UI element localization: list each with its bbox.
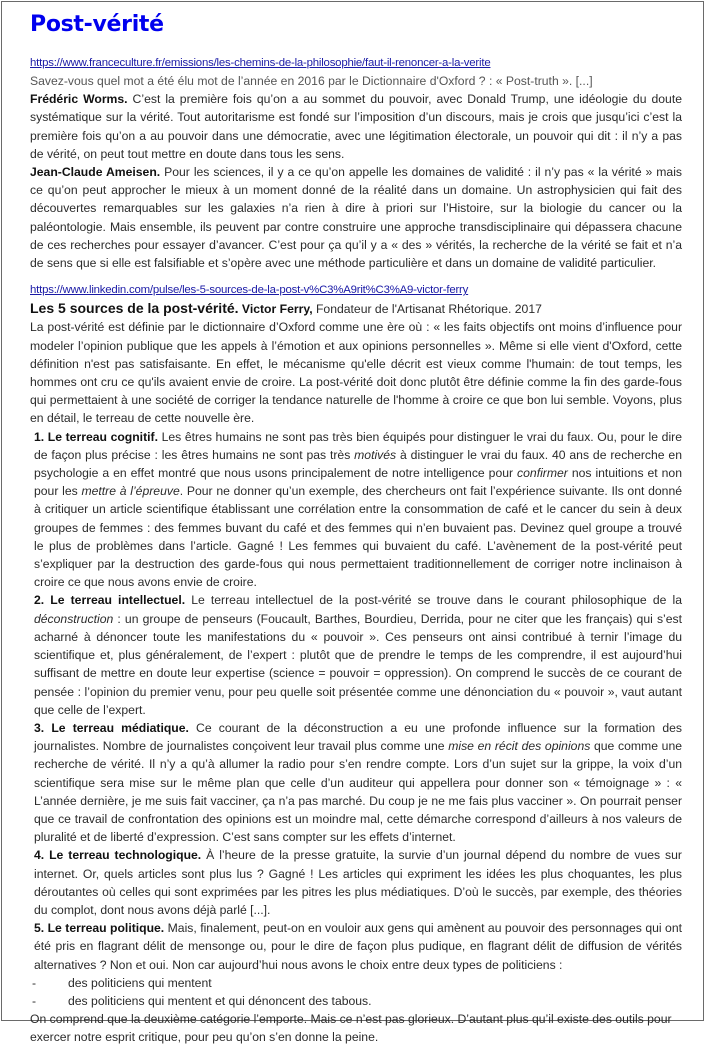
text-segment: à distinguer le vrai du faux. 40 ans de recherche en psychologie a en effet montré que nous usons principalement de notre intelligence pour — [34, 447, 682, 481]
page-title: Post-vérité — [30, 12, 164, 37]
source-label: 2. Le terreau intellectuel. — [34, 593, 186, 608]
source-item-politique — [30, 919, 682, 974]
quote-text: Pour les sciences, il y a ce qu’on appelle les domaines de validité : il n’y pas « la vérité » mais ce qu’on peut approcher le mieux à un moment donné de la réalité dans un domaine. Un astrophysicien qui fait des découvertes remarquables sur les galaxies n’a rien à dire à priori sur l’Histoire, sur la biologie du cancer ou la paléontologie. Mais ensemble, ils peuvent par contre construire une approche transdisciplinaire qui dépassera chacune de ces recherches pour essayer d’avancer. C’est pour ça qu’il y a « des » vérités, la recherche de la vérité se fait et n’a de sens que si elle est falsifiable et s’opère avec une méthode particulière et dans un domaine de validité particulier. — [30, 165, 683, 271]
text-segment: Les êtres humains ne sont pas très bien équipés pour distinguer le vrai du faux. Ou, pour le dire de façon plus précise : les êtres humains ne sont pas très — [34, 429, 682, 462]
text-segment: Mais, finalement, peut-on en vouloir aux gens qui amènent au pouvoir des personnages qui ont été pris en flagrant délit de mensonge ou, pour le dire de façon plus pudique, en flagrant délit de diffusion de vérités alternatives ? Non et oui. Non car aujourd’hui nous avons le choix entre deux types de politiciens : — [34, 921, 682, 972]
list-item — [30, 974, 682, 992]
quote-ameisen — [30, 163, 682, 272]
article-intro: La post-vérité est définie par le dictionnaire d’Oxford comme une ère où : « les faits objectifs ont moins d’influence pour modeler l’opinion publique que les appels à l’émotion et aux opinions personnelles ». Même si elle vient d'Oxford, cette définition n'est pas satisfaisante. En effet, le mécanisme qu'elle décrit est vieux comme l'humain: de tout temps, les hommes ont cru ce qu'ils avaient envie de croire. La post-vérité doit donc plutôt être définie comme la fin des garde-fous qui permettaient à une société de corriger la tendance naturelle de l'homme à croire ce que bon lui semble. Voyons, plus en détail, le terreau de cette nouvelle ère. — [30, 320, 682, 426]
spacer — [30, 272, 682, 282]
document-content — [30, 10, 682, 1047]
speaker-name: Jean-Claude Ameisen. — [30, 165, 161, 180]
article-author-desc: Fondateur de l'Artisanat Rhétorique. 2017 — [312, 302, 542, 317]
source-item-technologique — [30, 846, 682, 919]
text-segment: Ce courant de la déconstruction a eu une profonde influence sur la formation des journalistes. Nombre de journalistes conçoivent leur travail plus comme une — [34, 720, 682, 754]
quote-text: C’est la première fois qu’on a au sommet du pouvoir, avec Donald Trump, une idéologie du doute systématique sur la vérité. Tout autoritarisme est fondé sur l’imposition d’un discours, mais je crois que jusqu’ici c’est la première fois qu’on a au pouvoir dans une démocratie, avec une légitimation électorale, un pouvoir qui dit : il n’y a pas de vérité, on peut tout mettre en doute dans tous les sens. — [30, 92, 682, 161]
source-item-mediatique — [30, 719, 682, 846]
article-heading: Les 5 sources de la post-vérité. — [30, 300, 239, 317]
text-segment: nos intuitions et non pour les — [34, 466, 682, 499]
franceculture-link[interactable]: https://www.franceculture.fr/emissions/les-chemins-de-la-philosophie/faut-il-renoncer-a-la-verite — [30, 57, 491, 69]
emphasis: mettre à l’épreuve — [81, 484, 180, 499]
source-label: 3. Le terreau médiatique. — [34, 720, 189, 735]
section1-intro: Savez-vous quel mot a été élu mot de l’année en 2016 par le Dictionnaire d'Oxford ? : « Post-truth ». [...] — [30, 74, 593, 88]
source-item-intellectuel — [30, 591, 682, 718]
source-label: 5. Le terreau politique. — [34, 921, 165, 936]
list-item-text: des politiciens qui mentent et qui dénoncent des tabous. — [68, 993, 372, 1008]
list-item-text: des politiciens qui mentent — [68, 975, 212, 990]
text-segment: . Pour ne donner qu’un exemple, des chercheurs ont fait l’expérience suivante. Ils ont donné à critiquer un article scientifique établissant une corrélation entre la consommation de café et le cancer du sein à deux groupes de femmes : des femmes buvant du café et des femmes qui n’en buvaient pas. Devinez quel groupe a trouvé le plus de problèmes dans l’article. Gagné ! Les femmes qui buvaient du café. L’avènement de la post-vérité peut s’expliquer par la destruction des garde-fous qui nous permettaient traditionnellement de corriger notre inclinaison à croire ce que nous avons envie de croire. — [34, 484, 682, 590]
source-label: 4. Le terreau technologique. — [34, 848, 202, 863]
text-segment: Le terreau intellectuel de la post-vérité se trouve dans le courant philosophique de la — [185, 593, 682, 608]
source-label: 1. Le terreau cognitif. — [34, 429, 158, 444]
article-heading-line — [30, 299, 682, 318]
linkedin-link[interactable]: https://www.linkedin.com/pulse/les-5-sources-de-la-post-v%C3%A9rit%C3%A9-victor-ferry — [30, 284, 469, 297]
dash-marker: - — [32, 975, 37, 990]
emphasis: déconstruction — [34, 611, 114, 626]
emphasis: confirmer — [517, 466, 568, 481]
emphasis: motivés — [354, 447, 397, 462]
source-item-cognitif — [30, 428, 682, 592]
quote-worms — [30, 90, 682, 163]
speaker-name: Frédéric Worms. — [30, 92, 128, 107]
text-segment: À l’heure de la presse gratuite, la survie d’un journal dépend du nombre de vues sur internet. Or, quels articles sont plus lus ? Gagné ! Les articles qui expriment les idées les plus choquantes, les plus déroutantes où celles qui sont exprimées par les pitres les plus médiatiques. D’où le succès, par exemple, des théories du complot, dont nous avons déjà parlé [...]. — [34, 848, 682, 917]
article-author: Victor Ferry, — [238, 302, 313, 317]
text-segment: : un groupe de penseurs (Foucault, Barthes, Bourdieu, Derrida, pour ne citer que les français) qui s’est acharné à dénoncer toute les manifestations du « pouvoir ». Ces penseurs ont ainsi contribué à ternir l’image du scientifique et, plus généralement, de l’expert : plutôt que de prendre le temps de les comprendre, il est aujourd’hui suffisant de mettre en doute leur expertise (science = pouvoir = oppression). On comprend le succès de ce courant de pensée : l’opinion du premier venu, pour peu quelle soit présentée comme une dénonciation du « pouvoir », vaut autant que celle de l’expert. — [34, 611, 682, 717]
dash-marker: - — [32, 993, 37, 1008]
article-conclusion: On comprend que la deuxième catégorie l’emporte. Mais ce n’est pas glorieux. D’autant plus qu’il existe des outils pour exercer notre esprit critique, pour peu qu’on s’en donne la peine. — [30, 1012, 672, 1045]
list-item — [30, 992, 682, 1010]
document-page — [1, 1, 704, 1045]
text-segment: que comme une recherche de vérité. Il n’y a qu’à allumer la radio pour s’en rendre compte. Lors d’un sujet sur la grippe, la voix d’un scientifique sera mise sur le même plan que celle d’un auditeur qui appellera pour donner son « témoignage » : « L’année dernière, je me suis fait vacciner, ça n’a pas marché. Du coup je ne me fais plus vacciner ». On pourrait penser que ce travail de confrontation des opinions est un moindre mal, cette démarche correspond d’ailleurs à nos valeurs de pluralité et de liberté d’expression. C’est sans compter sur les effets d’internet. — [34, 739, 682, 845]
emphasis: mise en récit des opinions — [448, 739, 591, 754]
